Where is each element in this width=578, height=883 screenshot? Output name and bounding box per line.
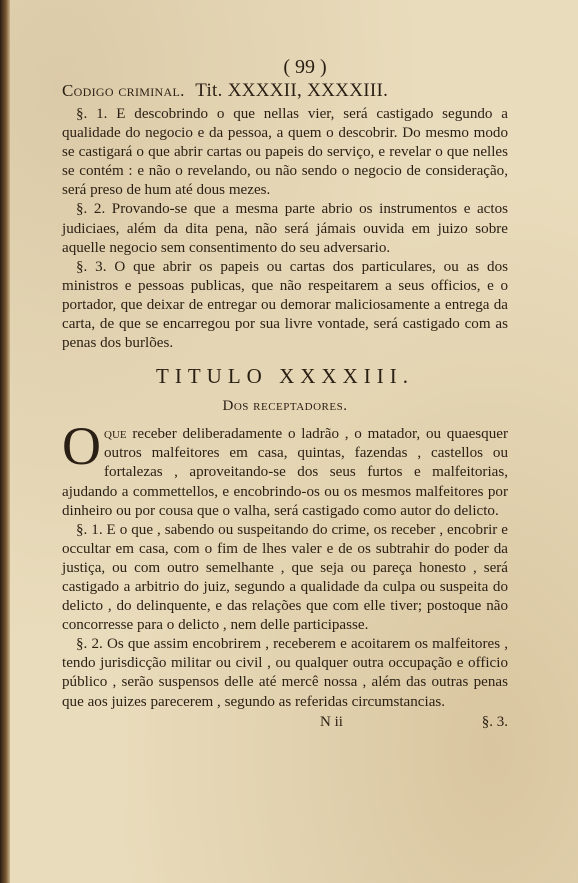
paragraph-2: §. 2. Provando-se que a mesma parte abrio os instrumentos e actos judiciaes, além da dita pena, não será jámais ouvida em juizo sobre aquelle negocio sem consentimento do seu adversario.: [62, 201, 508, 256]
paragraph-1: §. 1. E descobrindo o que nellas vier, será castigado segundo a qualidade do negocio e da pessoa, a quem o descobrir. Do mesmo modo se castigará o que abrir cartas ou papeis do serviço, e revelar o que nelles se contém : e não o revelando, ou não sendo o negocio de consideração, será preso de hum até dous mezes.: [62, 106, 508, 199]
paragraph-3: §. 3. O que abrir os papeis ou cartas dos particulares, ou as dos ministros e pessoas publicas, que não respeitarem a seus officios, e o portador, que deixar de entregar ou demorar maliciosamente a entrega da carta, de que se encarregou por sua livre vontade, será castigado com as penas dos burlões.: [62, 258, 508, 352]
paragraph-5: §. 2. Os que assim encobrirem , receberem e acoitarem os malfeitores , tendo jurisdicção militar ou civil , ou qualquer outra occupação e officio público , serão suspensos delle até mercê nossa , além das outras penas que aos juizes parecerem , segundo as referidas circumstancias.: [62, 636, 508, 710]
signature-mark: N ii: [320, 713, 343, 730]
page-text-block: [62, 56, 508, 733]
page-footer: [62, 713, 508, 733]
section-subtitle: Dos receptadores.: [222, 398, 348, 415]
paragraph-4: §. 1. E o que , sabendo ou suspeitando do crime, os receber , encobrir e occultar em casa, com o fim de lhes valer e de os subtrahir do poder da justiça, ou com outro semelhante , que seja ou pareça honesto , será castigado a arbitrio do juiz, segundo a qualidade da culpa ou suspeita do delicto , do delinquente, e das relações que com elle tiver; postoque não concorresse para o delicto , nem delle participasse.: [62, 521, 508, 634]
running-head-lead: Codigo criminal.: [62, 81, 185, 100]
catchword: §. 3.: [481, 713, 508, 730]
running-head-title: Tit. XXXXII, XXXXIII.: [195, 80, 389, 101]
page-binding-edge: [0, 0, 10, 883]
page-number: ( 99 ): [283, 56, 327, 78]
drop-cap: O: [62, 416, 101, 477]
running-head: [62, 80, 508, 102]
main-paragraph-smallcaps: que: [104, 426, 127, 443]
section-title: TITULO XXXXIII.: [156, 364, 414, 389]
main-paragraph: [62, 416, 508, 520]
main-paragraph-text: receber deliberadamente o ladrão , o matador, ou quaesquer outros malfeitores em casa, quintas, fazendas , castellos ou fortalezas , aproveitando-se dos seus furtos e malfeitorias, ajudando a commettellos, e encobrindo-os ou os mesmos malfeitores por dinheiro ou por cousa que o valha, será castigado como autor do delicto.: [62, 426, 508, 519]
